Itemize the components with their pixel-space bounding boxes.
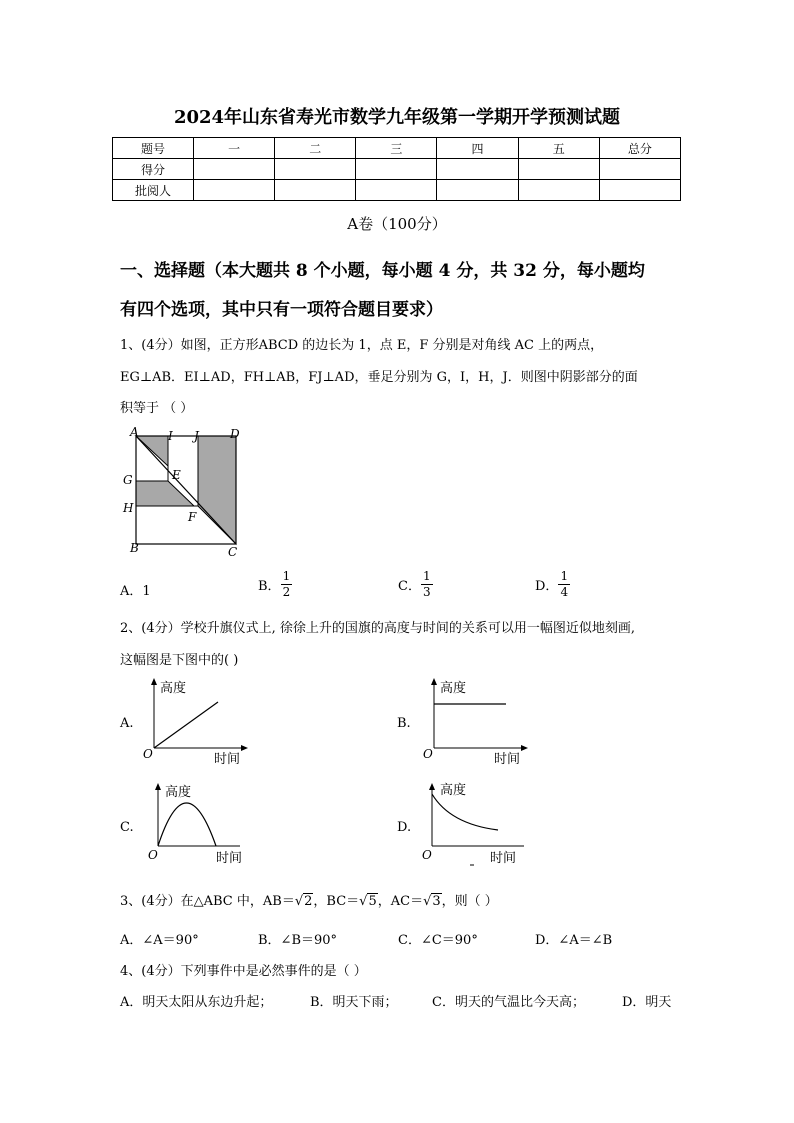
q2-option-b[interactable]: B.: [397, 716, 411, 731]
option-label: C．: [398, 579, 421, 594]
q2-text-line2: 这幅图是下图中的( ): [120, 653, 239, 668]
q4-text: 4、(4分）下列事件中是必然事件的是（ ）: [120, 964, 367, 979]
x-label: 时间: [214, 752, 241, 767]
q3-mid2: ，AC＝: [377, 894, 424, 909]
label-h: H: [123, 501, 134, 515]
q2-graph-c: [144, 780, 254, 868]
fraction-denominator: 3: [422, 585, 431, 599]
shaded-quadrilateral: [198, 436, 236, 544]
score-table-row: [113, 159, 681, 180]
fraction-numerator: 1: [560, 569, 569, 583]
x-label: 时间: [490, 851, 517, 866]
label-e: E: [172, 468, 181, 482]
q2-graph-a: [140, 676, 250, 768]
label-c: C: [228, 545, 238, 559]
section-heading-line2: 有四个选项，其中只有一项符合题目要求）: [120, 300, 443, 320]
origin-label: O: [148, 848, 158, 862]
q3-option-c[interactable]: C．∠C＝90°: [398, 933, 478, 948]
label-i: I: [168, 429, 173, 443]
fraction: [281, 569, 293, 600]
q2-text-line1: 2、(4分）学校升旗仪式上, 徐徐上升的国旗的高度与时间的关系可以用一幅图近似地刻画,: [120, 621, 636, 636]
q3-option-b[interactable]: B．∠B＝90°: [258, 933, 338, 948]
graph-line: [154, 702, 218, 748]
q1-option-b[interactable]: [258, 569, 292, 600]
q1-text-line3: 积等于 （ ）: [120, 401, 194, 416]
score-input-cell[interactable]: [194, 180, 275, 201]
y-label: 高度: [440, 783, 467, 798]
q1-text-line1: 1、(4分）如图，正方形ABCD 的边长为 1，点 E，F 分别是对角线 AC 上的两点，: [120, 338, 604, 353]
q3-option-a[interactable]: A．∠A＝90°: [120, 933, 199, 948]
origin-label: O: [143, 747, 153, 761]
fraction-denominator: 4: [560, 585, 569, 599]
exam-title: 2024年山东省寿光市数学九年级第一学期开学预测试题: [173, 107, 621, 128]
score-input-cell[interactable]: [356, 180, 437, 201]
fraction: [421, 569, 433, 600]
score-input-cell[interactable]: [356, 159, 437, 180]
label-f: F: [188, 510, 197, 524]
graph-curve: [158, 803, 216, 846]
label-b: B: [130, 541, 139, 555]
sqrt-sign: √: [359, 894, 368, 909]
option-label: D．: [535, 579, 559, 594]
fraction-denominator: 2: [282, 585, 291, 599]
q4-option-b[interactable]: B．明天下雨；: [310, 995, 398, 1010]
table-cell: 三: [356, 138, 437, 159]
q3-text: [120, 890, 498, 909]
table-row-label: 批阅人: [113, 180, 194, 201]
fraction: [558, 569, 570, 600]
score-input-cell[interactable]: [518, 180, 599, 201]
q1-square-figure: [118, 424, 248, 560]
q3-option-d[interactable]: D．∠A＝∠B: [535, 933, 613, 948]
score-input-cell[interactable]: [437, 159, 518, 180]
section-heading-line1: 一、选择题（本大题共 8 个小题，每小题 4 分，共 32 分，每小题均: [120, 261, 645, 281]
sqrt-radicand-ab: 2: [304, 894, 313, 909]
sqrt-sign: √: [423, 894, 432, 909]
y-label: 高度: [160, 681, 187, 696]
q4-option-d[interactable]: D．明天: [622, 995, 672, 1010]
score-table-row: [113, 180, 681, 201]
y-axis-arrow: [429, 783, 435, 790]
table-cell: 四: [437, 138, 518, 159]
q1-option-c[interactable]: [398, 569, 433, 600]
graph-curve: [432, 794, 498, 830]
table-cell: 五: [518, 138, 599, 159]
q2-graph-b: [420, 676, 530, 768]
score-input-cell[interactable]: [437, 180, 518, 201]
q4-option-c[interactable]: C．明天的气温比今天高；: [432, 995, 585, 1010]
y-label: 高度: [440, 681, 467, 696]
label-j: J: [194, 429, 199, 443]
origin-label: O: [422, 848, 432, 862]
sqrt-sign: √: [294, 894, 304, 909]
x-axis-arrow: [521, 745, 528, 751]
q4-option-a[interactable]: A．明天太阳从东边升起；: [120, 995, 273, 1010]
fraction-numerator: 1: [282, 569, 291, 583]
sqrt-radicand-bc: 5: [368, 894, 377, 909]
q3-suffix: ，则（ ）: [441, 894, 498, 909]
y-axis-arrow: [151, 678, 157, 685]
q2-graph-d: [420, 780, 530, 868]
score-table: [112, 137, 681, 201]
x-label: 时间: [494, 752, 521, 767]
x-axis-arrow: [241, 745, 248, 751]
table-cell: 题号: [113, 138, 194, 159]
option-label: B．: [258, 579, 281, 594]
q1-option-a[interactable]: A．1: [120, 584, 151, 599]
x-label: 时间: [216, 851, 243, 866]
score-input-cell[interactable]: [518, 159, 599, 180]
origin-label: O: [423, 747, 433, 761]
label-d: D: [230, 427, 240, 441]
y-label: 高度: [165, 785, 192, 800]
label-g: G: [123, 473, 133, 487]
q2-option-a[interactable]: A.: [120, 716, 134, 731]
score-input-cell[interactable]: [599, 180, 680, 201]
y-axis-arrow: [431, 678, 437, 685]
table-cell: 二: [275, 138, 356, 159]
shaded-trapezoid: [136, 481, 194, 506]
table-cell: 一: [194, 138, 275, 159]
fraction-numerator: 1: [422, 569, 431, 583]
q3-mid1: ，BC＝: [313, 894, 360, 909]
q1-text-line2: EG⊥AB．EI⊥AD，FH⊥AB，FJ⊥AD，垂足分别为 G，I，H，J．则图中阴影部分的面: [120, 370, 638, 385]
score-input-cell[interactable]: [599, 159, 680, 180]
score-input-cell[interactable]: [275, 180, 356, 201]
sqrt-radicand-ac: 3: [432, 894, 441, 909]
q2-option-c[interactable]: C.: [120, 820, 134, 835]
table-row-label: 得分: [113, 159, 194, 180]
q1-option-d[interactable]: [535, 569, 570, 600]
score-input-cell[interactable]: [194, 159, 275, 180]
table-cell: 总分: [599, 138, 680, 159]
q2-option-d[interactable]: D.: [397, 820, 412, 835]
volume-heading: A卷（100分）: [347, 215, 447, 233]
score-table-header-row: [113, 138, 681, 159]
y-axis-arrow: [155, 783, 161, 790]
score-input-cell[interactable]: [275, 159, 356, 180]
q3-prefix: 3、(4分）在△ABC 中，AB＝: [120, 894, 295, 909]
label-a: A: [130, 425, 139, 439]
